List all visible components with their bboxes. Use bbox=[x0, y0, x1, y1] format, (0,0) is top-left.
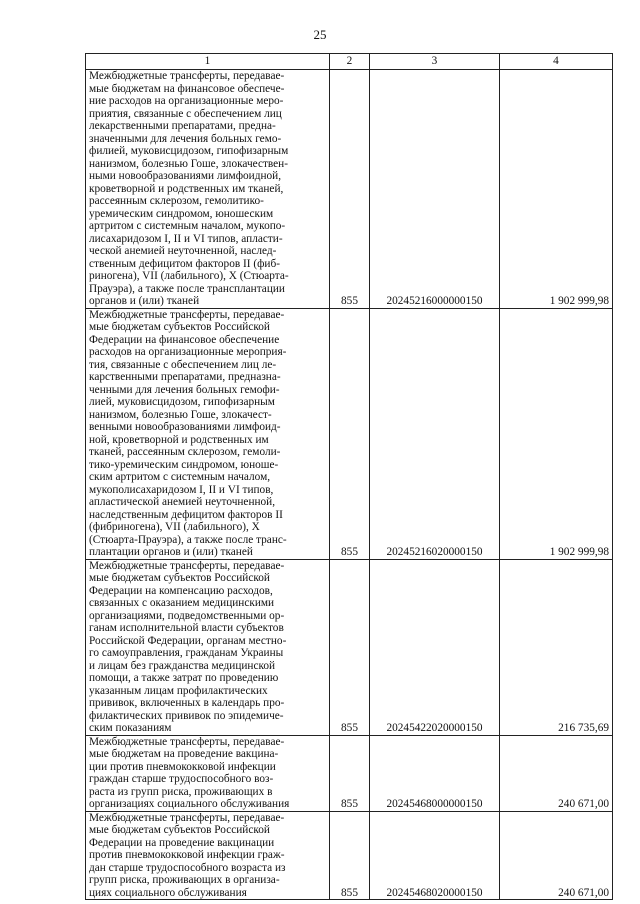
table-row bbox=[86, 308, 613, 559]
table-row bbox=[86, 811, 613, 900]
budget-table bbox=[85, 53, 613, 900]
row-code: 20245468000000150 bbox=[370, 735, 500, 811]
row-description: Межбюджетные трансферты, передавае- мые бюджетам на проведение вакцина- ции против пневмококковой инфекции граждан старше трудоспособного воз- раста из групп риска, проживающих в организациях социального обслуживания bbox=[86, 735, 330, 811]
row-chapter: 855 bbox=[330, 559, 370, 735]
column-header: 3 bbox=[370, 54, 500, 70]
row-amount: 1 902 999,98 bbox=[500, 308, 613, 559]
column-header: 1 bbox=[86, 54, 330, 70]
row-code: 20245216020000150 bbox=[370, 308, 500, 559]
row-amount: 216 735,69 bbox=[500, 559, 613, 735]
row-amount: 240 671,00 bbox=[500, 811, 613, 900]
row-description: Межбюджетные трансферты, передавае- мые бюджетам субъектов Российской Федерации на компенсацию расходов, связанных с оказанием медицинскими организациями, подведомственными ор- ганам исполнительной власти субъектов Российской Федерации, органам местно- го самоуправления, гражданам Украины и лицам без гражданства медицинской помощи, а также затрат по проведению указанным лицам профилактических прививок, включенных в календарь про- филактических прививок по эпидемиче- ским показаниям bbox=[86, 559, 330, 735]
column-header: 2 bbox=[330, 54, 370, 70]
row-amount: 1 902 999,98 bbox=[500, 70, 613, 309]
table-row bbox=[86, 735, 613, 811]
row-description: Межбюджетные трансферты, передавае- мые бюджетам субъектов Российской Федерации на финансовое обеспечение расходов на организационные мероприя- тия, связанные с обеспечением лиц ле- карственными препаратами, предназна- ченными для лечения больных гемофи- лией, муковисцидозом, гипофизарным нанизмом, болезнью Гоше, злокачест- венными новообразованиями лимфоид- ной, кроветворной и родственных им тканей, рассеянным склерозом, гемоли- тико-уремическим синдромом, юноше- ским артритом с системным началом, мукополисахаридозом I, II и VI типов, апластической анемией неуточненной, наследственным дефицитом факторов II (фибриногена), VII (лабильного), X (Стюарта-Прауэра), а также после транс- плантации органов и (или) тканей bbox=[86, 308, 330, 559]
row-description: Межбюджетные трансферты, передавае- мые бюджетам субъектов Российской Федерации на проведение вакцинации против пневмококковой инфекции граж- дан старше трудоспособного возраста из групп риска, проживающих в организа- циях социального обслуживания bbox=[86, 811, 330, 900]
row-chapter: 855 bbox=[330, 308, 370, 559]
row-chapter: 855 bbox=[330, 735, 370, 811]
row-code: 20245422020000150 bbox=[370, 559, 500, 735]
table-row bbox=[86, 70, 613, 309]
row-amount: 240 671,00 bbox=[500, 735, 613, 811]
header-row bbox=[86, 54, 613, 70]
row-description: Межбюджетные трансферты, передавае- мые бюджетам на финансовое обеспече- ние расходов на организационные меро- приятия, связанные с обеспечением лиц лекарственными препаратами, предна- значенными для лечения больных гемо- филией, муковисцидозом, гипофизарным нанизмом, болезнью Гоше, злокачествен- ными новообразованиями лимфоидной, кроветворной и родственных им тканей, рассеянным склерозом, гемолитико- уремическим синдромом, юношеским артритом с системным началом, мукопо- лисахаридозом I, II и VI типов, апласти- ческой анемией неуточненной, наслед- ственным дефицитом факторов II (фиб- риногена), VII (лабильного), X (Стюарта- Прауэра), а также после трансплантации органов и (или) тканей bbox=[86, 70, 330, 309]
row-chapter: 855 bbox=[330, 70, 370, 309]
table-row bbox=[86, 559, 613, 735]
column-header: 4 bbox=[500, 54, 613, 70]
row-code: 20245468020000150 bbox=[370, 811, 500, 900]
page-number: 25 bbox=[313, 27, 327, 42]
row-chapter: 855 bbox=[330, 811, 370, 900]
row-code: 20245216000000150 bbox=[370, 70, 500, 309]
